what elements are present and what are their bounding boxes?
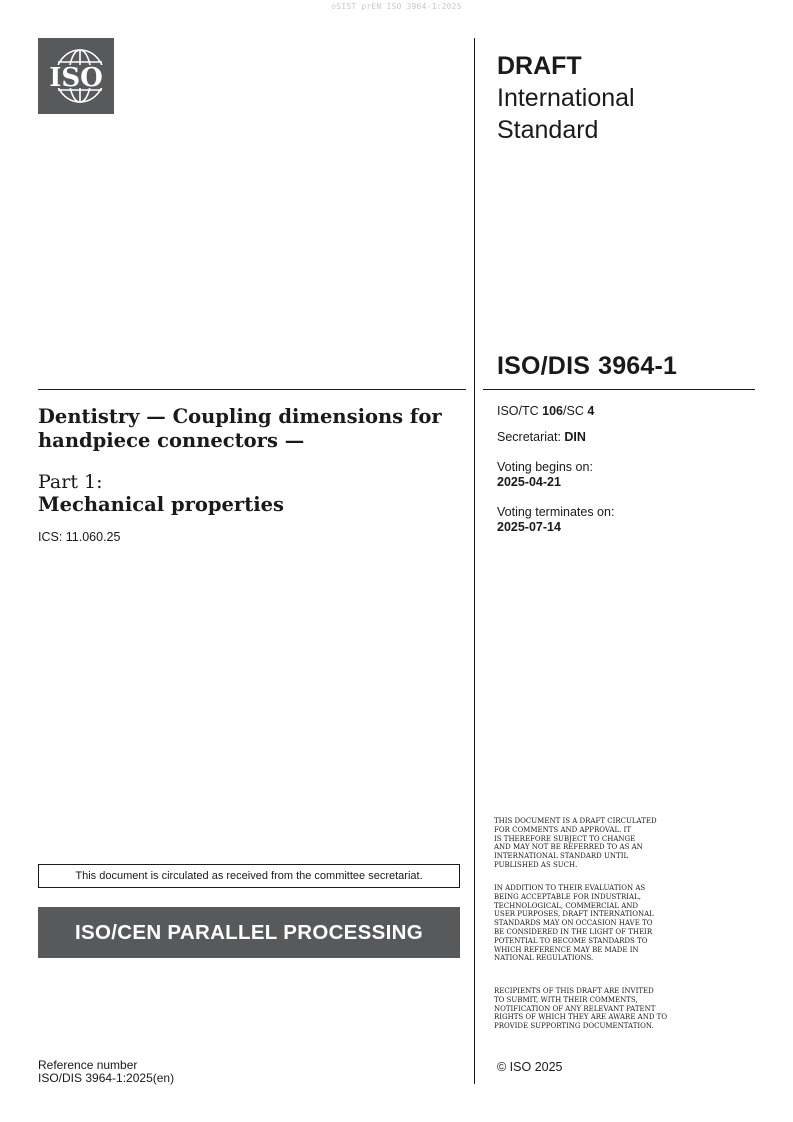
copyright-notice: © ISO 2025 — [497, 1060, 563, 1074]
voting-terminates-label: Voting terminates on: — [497, 505, 615, 519]
committee-info — [497, 404, 594, 419]
standard-number — [497, 352, 677, 381]
part-label: Part 1: — [38, 471, 103, 493]
standard-prefix: ISO/DIS — [497, 352, 591, 380]
iso-logo — [38, 38, 114, 114]
sc-prefix: /SC — [563, 404, 588, 418]
draft-label: DRAFT — [497, 52, 582, 80]
disclaimer-paragraph-1: THIS DOCUMENT IS A DRAFT CIRCULATED FOR COMMENTS AND APPROVAL. IT IS THEREFORE SUBJECT TO CHANGE AND MAY NOT BE REFERRED TO AS AN INTERNATIONAL STANDARD UNTIL PUBLISHED AS SUCH. — [494, 817, 657, 869]
document-title: Dentistry — Coupling dimensions for handpiece connectors — — [38, 405, 442, 452]
voting-begins-label: Voting begins on: — [497, 460, 593, 474]
logo-text: ISO — [49, 63, 103, 93]
circulated-notice: This document is circulated as received from the committee secretariat. — [38, 864, 460, 888]
disclaimer-paragraph-2: IN ADDITION TO THEIR EVALUATION AS BEING ACCEPTABLE FOR INDUSTRIAL, TECHNOLOGICAL, COMMERCIAL AND USER PURPOSES, DRAFT INTERNATIONAL STANDARDS MAY ON OCCASION HAVE TO BE CONSIDERED IN THE LIGHT OF THEIR POTENTIAL TO BECOME STANDARDS TO WHICH REFERENCE MAY BE MADE IN NATIONAL REGULATIONS. — [494, 884, 654, 963]
draft-type-line3: Standard — [497, 116, 599, 144]
tc-number: 106 — [542, 404, 564, 418]
parallel-processing-banner: ISO/CEN PARALLEL PROCESSING — [38, 907, 460, 958]
sc-number: 4 — [587, 404, 595, 418]
part-title: Mechanical properties — [38, 493, 284, 516]
voting-begins-date: 2025-04-21 — [497, 475, 561, 489]
secretariat-label: Secretariat: — [497, 430, 565, 444]
voting-terminates — [497, 505, 614, 535]
disclaimer-paragraph-3: RECIPIENTS OF THIS DRAFT ARE INVITED TO SUBMIT, WITH THEIR COMMENTS, NOTIFICATION OF ANY RELEVANT PATENT RIGHTS OF WHICH THEY ARE AWARE AND TO PROVIDE SUPPORTING DOCUMENTATION. — [494, 987, 668, 1031]
voting-begins — [497, 460, 593, 490]
secretariat-info — [497, 430, 586, 445]
document-type — [497, 50, 757, 146]
voting-terminates-date: 2025-07-14 — [497, 520, 561, 534]
reference-number-value: ISO/DIS 3964-1:2025(en) — [38, 1071, 175, 1085]
page-watermark: oSIST prEN ISO 3964-1:2025 — [331, 2, 462, 11]
ics-code: ICS: 11.060.25 — [38, 530, 121, 544]
horizontal-divider-right — [483, 389, 755, 390]
secretariat-value: DIN — [564, 430, 586, 444]
horizontal-divider-left — [38, 389, 466, 390]
draft-type-line2: International — [497, 84, 635, 112]
standard-code: 3964-1 — [598, 352, 678, 380]
tc-prefix: ISO/TC — [497, 404, 543, 418]
vertical-divider — [474, 38, 475, 1084]
iso-globe-logo-icon — [38, 38, 114, 114]
reference-number-label: Reference number — [38, 1058, 138, 1072]
